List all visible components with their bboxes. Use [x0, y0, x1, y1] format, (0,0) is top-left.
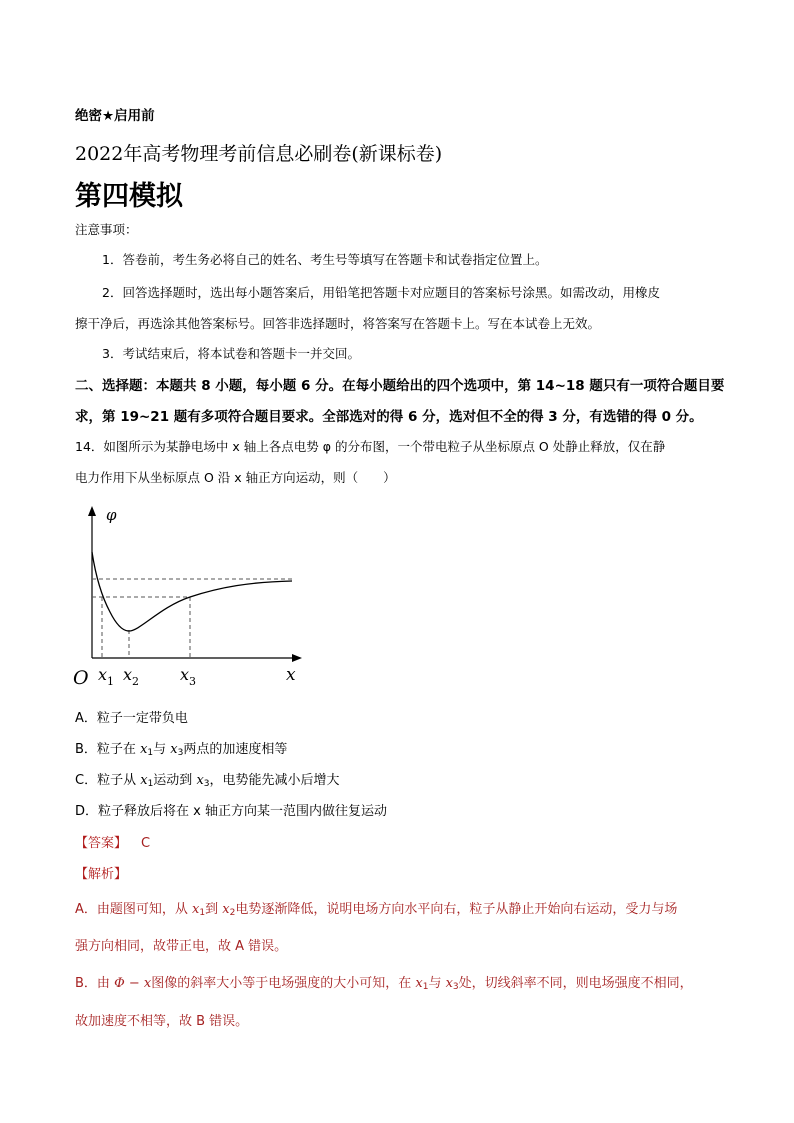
notice-item-2-line-2: 擦干净后，再选涂其他答案标号。回答非选择题时，将答案写在答题卡上。写在本试卷上无效。: [75, 316, 601, 331]
option-a: A．粒子一定带负电: [75, 711, 188, 726]
y-axis-label: φ: [106, 506, 117, 524]
analysis-a-line-1: A．由题图可知，从 $x_1$到 $x_2$电势逐渐降低，说明电场方向水平向右，粒子从静止开始向右运动，受力与场: [75, 902, 678, 918]
question-14-line-2: 电力作用下从坐标原点 O 沿 x 轴正方向运动，则（ ）: [75, 470, 396, 485]
notice-item-3: 3．考试结束后，将本试卷和答题卡一并交回。: [102, 346, 360, 361]
option-b: B．粒子在 $x_1$与 $x_3$两点的加速度相等: [75, 742, 288, 758]
tick-label-x3: $x_3$: [180, 665, 197, 688]
analysis-a-line-2: 强方向相同，故带正电，故 A 错误。: [75, 939, 288, 954]
potential-curve: [92, 552, 292, 631]
potential-graph: [60, 500, 320, 695]
section-header-line-2: 求，第 19~21 题有多项符合题目要求。全部选对的得 6 分，选对但不全的得 3 分，有选错的得 0 分。: [75, 409, 703, 425]
analysis-tag: 【解析】: [75, 867, 128, 882]
x-axis-arrow: [292, 654, 302, 662]
analysis-b-line-1: B．由 Φ − x图像的斜率大小等于电场强度的大小可知，在 $x_1$与 $x_3$处，切线斜率不同，则电场强度不相同，: [75, 976, 693, 992]
option-d: D．粒子释放后将在 x 轴正方向某一范围内做往复运动: [75, 804, 387, 819]
tick-label-x1: $x_1$: [98, 665, 115, 688]
option-c: C．粒子从 $x_1$运动到 $x_3$，电势能先减小后增大: [75, 773, 340, 789]
analysis-b-line-2: 故加速度不相等，故 B 错误。: [75, 1014, 249, 1029]
section-header-line-1: 二、选择题：本题共 8 小题，每小题 6 分。在每小题给出的四个选项中，第 14~18 题只有一项符合题目要: [75, 378, 725, 394]
y-axis-arrow: [88, 506, 96, 516]
answer-tag: 【答案】: [75, 836, 128, 851]
page-heading: 第四模拟: [75, 181, 183, 212]
secret-label: 绝密★启用前: [75, 108, 155, 124]
tick-label-x2: $x_2$: [123, 665, 140, 688]
origin-label: O: [73, 667, 89, 689]
notice-item-1: 1．答卷前，考生务必将自己的姓名、考生号等填写在答题卡和试卷指定位置上。: [102, 252, 548, 267]
notice-item-2-line-1: 2．回答选择题时，选出每小题答案后，用铅笔把答题卡对应题目的答案标号涂黑。如需改动，用橡皮: [102, 285, 660, 300]
exam-title: 2022年高考物理考前信息必刷卷(新课标卷): [75, 143, 443, 165]
answer-line: [75, 832, 150, 851]
x-axis-label: x: [286, 665, 296, 685]
answer-value: C: [141, 836, 151, 851]
notice-label: 注意事项：: [75, 222, 138, 237]
question-14-line-1: 14．如图所示为某静电场中 x 轴上各点电势 φ 的分布图，一个带电粒子从坐标原点 O 处静止释放，仅在静: [75, 439, 666, 454]
